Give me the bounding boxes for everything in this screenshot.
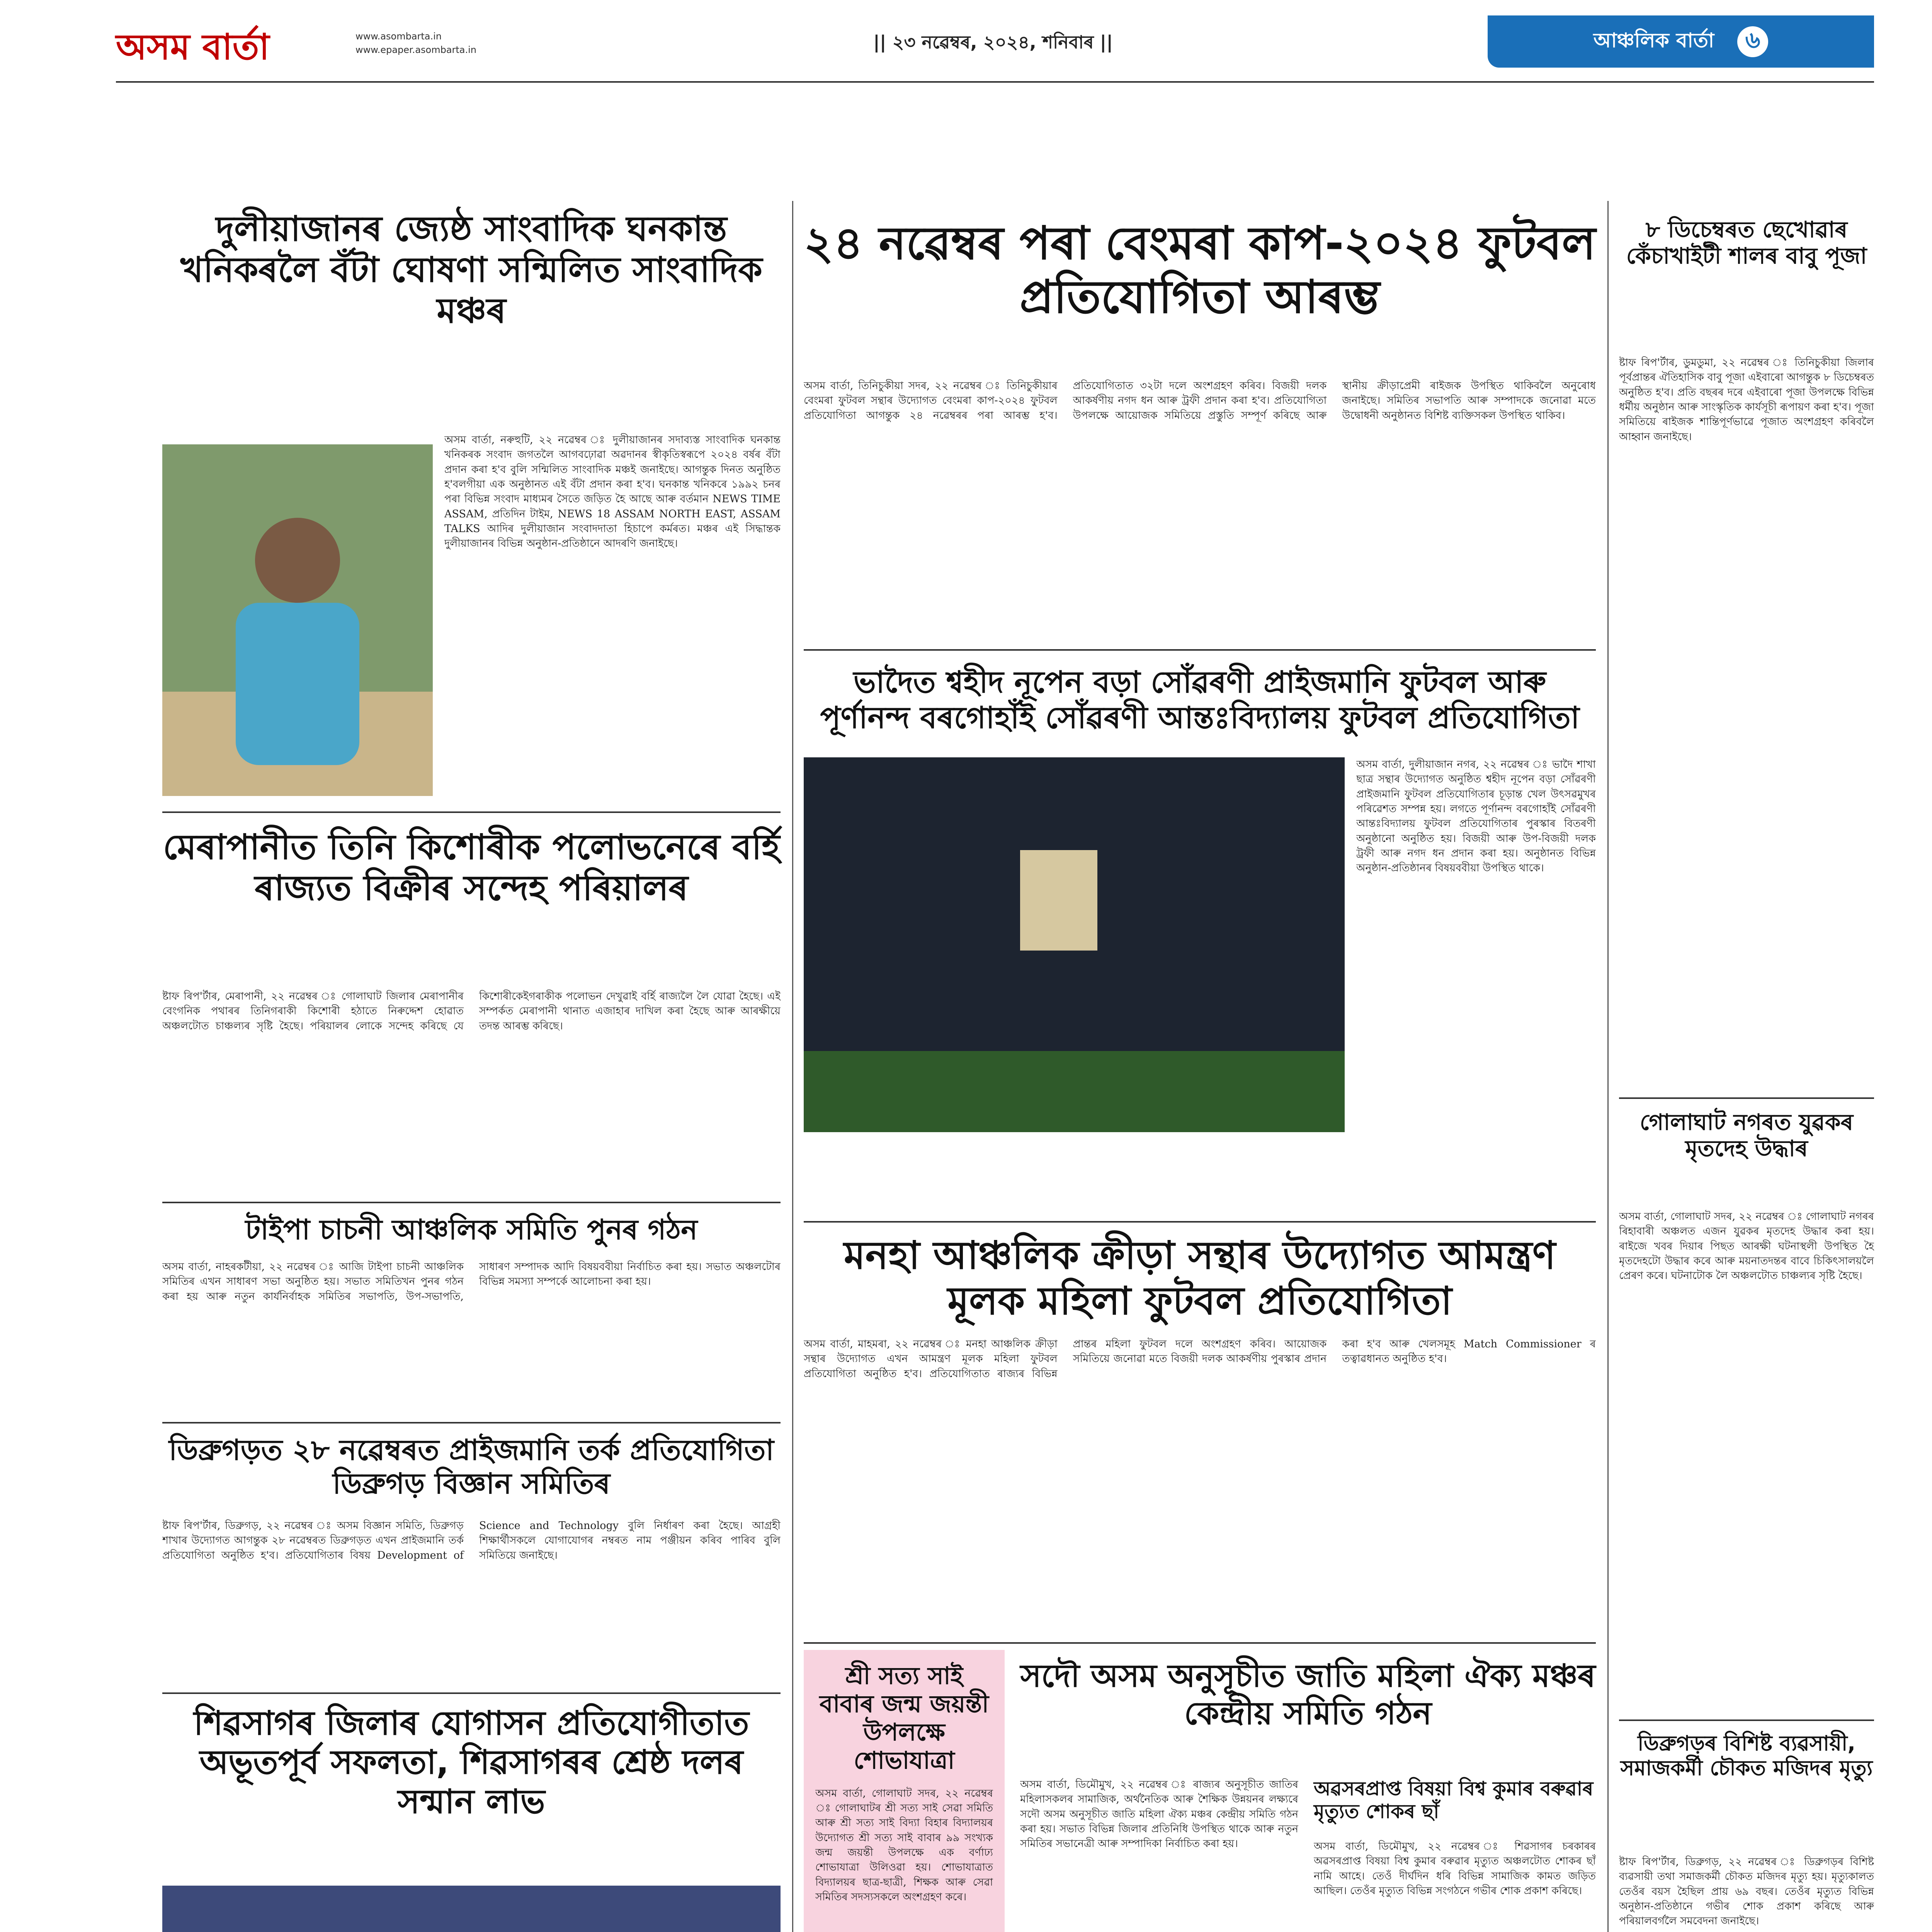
article-3-headline: ৮ ডিচেম্বৰত ছেখোৱাৰ কেঁচাখাইটী শালৰ বাবু পূজা <box>1626 216 1867 269</box>
article-10-body: অসম বাৰ্তা, মাহমৰা, ২২ নৱেম্বৰ ঃ মনহা আঞ্চলিক ক্ৰীড়া সন্থাৰ উদ্যোগত এখন আমন্ত্ৰণ মূলক মহিলা ফুটবল প্ৰতিযোগিতা অনুষ্ঠিত হ'ব। প্ৰতিযোগিতাত ৰাজ্যৰ বিভিন্ন প্ৰান্তৰ মহিলা ফুটবল দলে অংশগ্ৰহণ কৰিব। আয়োজক সমিতিয়ে জনোৱা মতে বিজয়ী দলক আকৰ্ষণীয় পুৰস্কাৰ প্ৰদান কৰা হ'ব আৰু খেলসমূহ Match Commissioner ৰ তত্বাৱধানত অনুষ্ঠিত হ'ব। <box>804 1338 1596 1380</box>
page-number: ৬ <box>1737 26 1768 57</box>
divider <box>162 811 781 813</box>
article-4-body: ষ্টাফ ৰিপ'ৰ্টাৰ, মেৰাপানী, ২২ নৱেম্বৰ ঃ গোলাঘাট জিলাৰ মেৰাপানীৰ বেংগনিক পথাৰৰ তিনিগৰাকী কিশোৰী হঠাতে নিৰুদ্দেশ হোৱাত অঞ্চলটোত চাঞ্চল্যৰ সৃষ্টি হৈছে। পৰিয়ালৰ লোকে সন্দেহ কৰিছে যে কিশোৰীকেইগৰাকীক পলোভন দেখুৱাই বৰ্হি ৰাজ্যলৈ লৈ যোৱা হৈছে। এই সম্পৰ্কত মেৰাপানী থানাত এজাহাৰ দাখিল কৰা হৈছে আৰু আৰক্ষীয়ে তদন্ত আৰম্ভ কৰিছে। <box>162 990 781 1032</box>
divider <box>1619 1719 1874 1721</box>
divider <box>804 649 1596 651</box>
article-6-body: ষ্টাফ ৰিপ'ৰ্টাৰ, ডিব্ৰুগড়, ২২ নৱেম্বৰ ঃ অসম বিজ্ঞান সমিতি, ডিব্ৰুগড় শাখাৰ উদ্যোগত আগন্তুক ২৮ নৱেম্বৰত ডিব্ৰুগড়ত এখন প্ৰাইজমানি তৰ্ক প্ৰতিযোগিতা অনুষ্ঠিত হ'ব। প্ৰতিযোগিতাৰ বিষয় Development of Science and Technology বুলি নিৰ্ধাৰণ কৰা হৈছে। আগ্ৰহী শিক্ষাৰ্থীসকলে যোগাযোগৰ নম্বৰত নাম পঞ্জীয়ন কৰিব পাৰিব বুলি সমিতিয়ে জনাইছে। <box>162 1520 781 1561</box>
article-3-body: ষ্টাফ ৰিপ'ৰ্টাৰ, ডুমডুমা, ২২ নৱেম্বৰ ঃ তিনিচুকীয়া জিলাৰ পূৰ্বপ্ৰান্তৰ ঐতিহাসিক বাবু পূজা এইবাৰো আগন্তুক ৮ ডিচেম্বৰত অনুষ্ঠিত হ'ব। প্ৰতি বছৰৰ দৰে এইবাৰো পূজা উপলক্ষে বিভিন্ন ধৰ্মীয় অনুষ্ঠান আৰু সাংস্কৃতিক কাৰ্যসূচী ৰূপায়ণ কৰা হ'ব। পূজা সমিতিয়ে ৰাইজক শান্তিপূৰ্ণভাৱে পূজাত অংশগ্ৰহণ কৰিবলৈ আহ্বান জনাইছে। <box>1619 357 1874 443</box>
article-1-body: অসম বাৰ্তা, নৰুহুটি, ২২ নৱেম্বৰ ঃ দুলীয়াজানৰ সদাব্যস্ত সাংবাদিক ঘনকান্ত খনিকৰক সংবাদ জগতলৈ আগবঢ়োৱা অৱদানৰ স্বীকৃতিস্বৰূপে ২০২৪ বৰ্ষৰ বঁটা প্ৰদান কৰা হ'ব বুলি সন্মিলিত সাংবাদিক মঞ্চই জনাইছে। আগন্তুক দিনত অনুষ্ঠিত হ'বলগীয়া এক অনুষ্ঠানত এই বঁটা প্ৰদান কৰা হ'ব। ঘনকান্ত খনিকৰে ১৯৯২ চনৰ পৰা বিভিন্ন সংবাদ মাধ্যমৰ সৈতে জড়িত হৈ আছে আৰু বৰ্তমান NEWS TIME ASSAM, প্ৰতিদিন টাইম, NEWS 18 ASSAM NORTH EAST, ASSAM TALKS আদিৰ দুলীয়াজান সংবাদদাতা হিচাপে কৰ্মৰত। মঞ্চৰ এই সিদ্ধান্তক দুলীয়াজানৰ বিভিন্ন অনুষ্ঠান-প্ৰতিষ্ঠানে আদৰণি জনাইছে। <box>444 434 781 550</box>
article-5-headline: টাইপা চাচনী আঞ্চলিক সমিতি পুনৰ গঠন <box>245 1213 698 1246</box>
article-7-headline: শিৱসাগৰ জিলাৰ যোগাসন প্ৰতিযোগীতাত অভূতপূৰ্ব সফলতা, শিৱসাগৰৰ শ্ৰেষ্ঠ দলৰ সন্মান লাভ <box>194 1704 749 1821</box>
article-2-headline: ২৪ নৱেম্বৰ পৰা বেংমৰা কাপ-২০২৪ ফুটবল প্ৰতিযোগিতা আৰম্ভ <box>804 216 1596 324</box>
article-2-body: অসম বাৰ্তা, তিনিচুকীয়া সদৰ, ২২ নৱেম্বৰ ঃ তিনিচুকীয়াৰ বেংমৰা ফুটবল সন্থাৰ উদ্যোগত বেংমৰা কাপ-২০২৪ ফুটবল প্ৰতিযোগিতা আগন্তুক ২৪ নৱেম্বৰৰ পৰা আৰম্ভ হ'ব। প্ৰতিযোগিতাত ৩২টা দলে অংশগ্ৰহণ কৰিব। বিজয়ী দলক আকৰ্ষণীয় নগদ ধন আৰু ট্ৰফী প্ৰদান কৰা হ'ব। প্ৰতিযোগিতা উপলক্ষে আয়োজক সমিতিয়ে প্ৰস্তুতি সম্পূৰ্ণ কৰিছে আৰু স্থানীয় ক্ৰীড়াপ্ৰেমী ৰাইজক উপস্থিত থাকিবলৈ অনুৰোধ জনাইছে। সমিতিৰ সভাপতি আৰু সম্পাদকে জনোৱা মতে উদ্বোধনী অনুষ্ঠানত বিশিষ্ট ব্যক্তিসকল উপস্থিত থাকিব। <box>804 380 1596 422</box>
article-8-body: অসম বাৰ্তা, দুলীয়াজান নগৰ, ২২ নৱেম্বৰ ঃ ভাদৈ শাখা ছাত্ৰ সন্থাৰ উদ্যোগত অনুষ্ঠিত শ্বহীদ নূপেন বড়া সোঁৱৰণী প্ৰাইজমানি ফুটবল প্ৰতিযোগিতাৰ চূড়ান্ত খেল উৎসৱমুখৰ পৰিৱেশত সম্পন্ন হয়। লগতে পূৰ্ণানন্দ বৰগোহাঁই সোঁৱৰণী আন্তঃবিদ্যালয় ফুটবল প্ৰতিযোগিতাৰ পুৰস্কাৰ বিতৰণী অনুষ্ঠানো অনুষ্ঠিত হয়। বিজয়ী আৰু উপ-বিজয়ী দলক ট্ৰফী আৰু নগদ ধন প্ৰদান কৰা হয়। অনুষ্ঠানত বিভিন্ন অনুষ্ঠান-প্ৰতিষ্ঠানৰ বিষয়ববীয়া উপস্থিত থাকে। <box>1356 759 1596 874</box>
divider <box>162 1692 781 1694</box>
article-1-photo <box>162 444 433 796</box>
article-9-body: অসম বাৰ্তা, গোলাঘাট সদৰ, ২২ নৱেম্বৰ ঃ গোলাঘাট নগৰৰ ৰিহাবাৰী অঞ্চলত এজন যুৱকৰ মৃতদেহ উদ্ধাৰ কৰা হয়। ৰাইজে খবৰ দিয়াৰ পিছত আৰক্ষী ঘটনাস্থলী উপস্থিত হৈ মৃতদেহটো উদ্ধাৰ কৰে আৰু ময়নাতদন্তৰ বাবে চিকিৎসালয়লৈ প্ৰেৰণ কৰে। ঘটনাটোক লৈ অঞ্চলটোত চাঞ্চল্যৰ সৃষ্টি হৈছে। <box>1619 1211 1874 1282</box>
article-1 <box>162 209 781 332</box>
divider <box>804 1221 1596 1223</box>
section-label: আঞ্চলিক বাৰ্তা <box>1593 29 1714 52</box>
article-13-headline: সদৌ অসম অনুসূচীত জাতি মহিলা ঐক্য মঞ্চৰ কেন্দ্ৰীয় সমিতি গঠন <box>1020 1658 1596 1732</box>
url-2: www.epaper.asombarta.in <box>355 44 477 55</box>
column-rule <box>792 201 793 1932</box>
article-11-body: ষ্টাফ ৰিপ'ৰ্টাৰ, ডিব্ৰুগড়, ২২ নৱেম্বৰ ঃ ডিব্ৰুগড়ৰ বিশিষ্ট ব্যৱসায়ী তথা সমাজকৰ্মী চৌকত মজিদৰ মৃত্যু হয়। মৃত্যুকালত তেওঁৰ বয়স হৈছিল প্ৰায় ৬৯ বছৰ। তেওঁৰ মৃত্যুত বিভিন্ন অনুষ্ঠান-প্ৰতিষ্ঠানে গভীৰ শোক প্ৰকাশ কৰিছে আৰু পৰিয়ালবৰ্গলৈ সমবেদনা জনাইছে। <box>1619 1856 1874 1927</box>
article-12-headline: শ্ৰী সত্য সাই বাবাৰ জন্ম জয়ন্তী উপলক্ষে শোভাযাত্ৰা <box>820 1662 989 1775</box>
article-8-photo <box>804 757 1345 1132</box>
article-14-headline: অৱসৰপ্ৰাপ্ত বিষয়া বিশ্ব কুমাৰ বৰুৱাৰ মৃত্যুত শোকৰ ছাঁ <box>1314 1777 1594 1823</box>
column-rule <box>1607 201 1609 1932</box>
masthead <box>0 0 1932 89</box>
article-6-headline: ডিব্ৰুগড়ত ২৮ নৱেম্বৰত প্ৰাইজমানি তৰ্ক প্ৰতিযোগিতা ডিব্ৰুগড় বিজ্ঞান সমিতিৰ <box>169 1434 774 1501</box>
article-8-headline: ভাদৈত শ্বহীদ নূপেন বড়া সোঁৱৰণী প্ৰাইজমানি ফুটবল আৰু পূৰ্ণানন্দ বৰগোহাঁই সোঁৱৰণী আন্তঃবিদ্যালয় ফুটবল প্ৰতিযোগিতা <box>820 665 1580 736</box>
masthead-divider <box>116 81 1874 83</box>
url-1: www.asombarta.in <box>355 31 442 42</box>
article-4-headline: মেৰাপানীত তিনি কিশোৰীক পলোভনেৰে বৰ্হি ৰাজ্যত বিক্ৰীৰ সন্দেহ পৰিয়ালৰ <box>163 827 780 909</box>
article-12-box <box>804 1650 1005 1932</box>
masthead-logo: অসম বাৰ্তা <box>116 26 270 68</box>
divider <box>162 1202 781 1203</box>
divider <box>1619 1097 1874 1099</box>
article-7-photo <box>162 1886 781 1932</box>
article-14-body: অসম বাৰ্তা, ডিমৌমুখ, ২২ নৱেম্বৰ ঃ শিৱসাগৰ চৰকাৰৰ অৱসৰপ্ৰাপ্ত বিষয়া বিশ্ব কুমাৰ বৰুৱাৰ মৃত্যুত অঞ্চলটোত শোকৰ ছাঁ নামি আহে। তেওঁ দীৰ্ঘদিন ধৰি বিভিন্ন সামাজিক কামত জড়িত আছিল। তেওঁৰ মৃত্যুত বিভিন্ন সংগঠনে গভীৰ শোক প্ৰকাশ কৰিছে। <box>1314 1840 1596 1897</box>
article-5-body: অসম বাৰ্তা, নাহৰকটীয়া, ২২ নৱেম্বৰ ঃ আজি টাইপা চাচনী আঞ্চলিক সমিতিৰ এখন সাধাৰণ সভা অনুষ্ঠিত হয়। সভাত সমিতিখন পুনৰ গঠন কৰা হয় আৰু নতুন কাৰ্যনিৰ্বাহক সমিতিৰ সভাপতি, উপ-সভাপতি, সাধাৰণ সম্পাদক আদি বিষয়ববীয়া নিৰ্বাচিত কৰা হয়। সভাত অঞ্চলটোৰ বিভিন্ন সমস্যা সম্পৰ্কে আলোচনা কৰা হয়। <box>162 1261 781 1303</box>
article-10-headline: মনহা আঞ্চলিক ক্ৰীড়া সন্থাৰ উদ্যোগত আমন্ত্ৰণ মূলক মহিলা ফুটবল প্ৰতিযোগিতা <box>844 1233 1556 1323</box>
issue-date: || ২৩ নৱেম্বৰ, ২০২৪, শনিবাৰ || <box>873 32 1113 53</box>
article-12-body: অসম বাৰ্তা, গোলাঘাট সদৰ, ২২ নৱেম্বৰ ঃ গোলাঘাটৰ শ্ৰী সত্য সাই সেৱা সমিতি আৰু শ্ৰী সত্য সাই বিদ্যা বিহাৰ বিদ্যালয়ৰ উদ্যোগত শ্ৰী সত্য সাই বাবাৰ ৯৯ সংখ্যক জন্ম জয়ন্তী উপলক্ষে এক বৰ্ণাঢ্য শোভাযাত্ৰা উলিওৱা হয়। শোভাযাত্ৰাত বিদ্যালয়ৰ ছাত্ৰ-ছাত্ৰী, শিক্ষক আৰু সেৱা সমিতিৰ সদস্যসকলে অংশগ্ৰহণ কৰে। <box>815 1787 993 1903</box>
divider <box>162 1422 781 1423</box>
article-13-body: অসম বাৰ্তা, ডিমৌমুখ, ২২ নৱেম্বৰ ঃ ৰাজ্যৰ অনুসূচীত জাতিৰ মহিলাসকলৰ সামাজিক, অৰ্থনৈতিক আৰু শৈক্ষিক উন্নয়নৰ লক্ষ্যৰে সদৌ অসম অনুসূচীত জাতি মহিলা ঐক্য মঞ্চৰ কেন্দ্ৰীয় সমিতি গঠন কৰা হয়। সভাত বিভিন্ন জিলাৰ প্ৰতিনিধি উপস্থিত থাকে আৰু নতুন সমিতিৰ সভানেত্ৰী আৰু সম্পাদিকা নিৰ্বাচিত কৰা হয়। <box>1020 1779 1298 1850</box>
section-tab <box>1488 15 1874 68</box>
article-1-headline: দুলীয়াজানৰ জ্যেষ্ঠ সাংবাদিক ঘনকান্ত খনিকৰলৈ বঁটা ঘোষণা সন্মিলিত সাংবাদিক মঞ্চৰ <box>180 209 763 332</box>
article-11-headline: ডিব্ৰুগড়ৰ বিশিষ্ট ব্যৱসায়ী, সমাজকৰ্মী চৌকত মজিদৰ মৃত্যু <box>1620 1731 1873 1780</box>
article-9-headline: গোলাঘাট নগৰত যুৱকৰ মৃতদেহ উদ্ধাৰ <box>1639 1109 1854 1162</box>
divider <box>804 1642 1596 1644</box>
article-4 <box>162 827 781 909</box>
